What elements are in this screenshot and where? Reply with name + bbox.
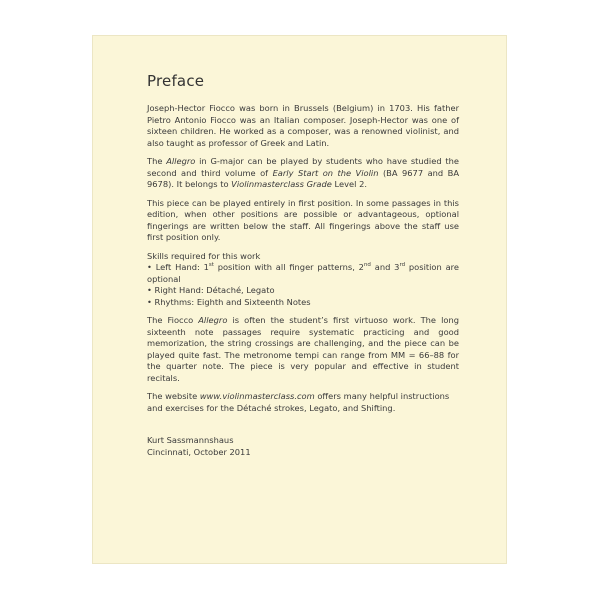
document-page [93,36,506,563]
skills-list [147,251,459,309]
paragraph-website: The website www.violinmasterclass.com offers many helpful instructions and exercises for the Détaché strokes, Legato, and Shifting. [147,391,450,413]
signature-block [147,435,459,458]
skill-left-hand: • Left Hand: 1st position with all finger patterns, 2nd and 3rd position are optional [147,262,459,284]
paragraph-virtuoso: The Fiocco Allegro is often the student’s first virtuoso work. The long sixteenth note passages require systematic practicing and good memorization, the string crossings are challenging, and the piece can be played quite fast. The metronome tempi can range from MM = 66–88 for the quarter note. The piece is very popular and effective in student recitals. [147,315,459,383]
website-link: www.violinmasterclass.com [199,391,315,401]
paragraph-biography: Joseph-Hector Fiocco was born in Brussels (Belgium) in 1703. His father Pietro Antonio Fiocco was an Italian composer. Joseph-Hector was one of sixteen children. He worked as a composer, was a renowned violinist, and also taught as professor of Greek and Latin. [147,103,459,148]
page-title: Preface [147,72,205,90]
skill-right-hand: • Right Hand: Détaché, Legato [147,285,275,295]
paragraph-level: The Allegro in G-major can be played by students who have studied the second and third volume of Early Start on the Violin (BA 9677 and BA 9678). It belongs to Violinmasterclass Grade Level 2. [147,156,459,189]
author-name: Kurt Sassmannshaus [147,435,234,445]
paragraph-positions: This piece can be played entirely in first position. In some passages in this edition, when other positions are possible or advantageous, optional fingerings are written below the staff. All fingerings above the staff use first position only. [147,197,459,242]
skill-rhythms: • Rhythms: Eighth and Sixteenth Notes [147,296,311,307]
skills-heading: Skills required for this work [147,250,261,261]
place-date: Cincinnati, October 2011 [147,446,251,457]
preface-content [147,72,459,458]
